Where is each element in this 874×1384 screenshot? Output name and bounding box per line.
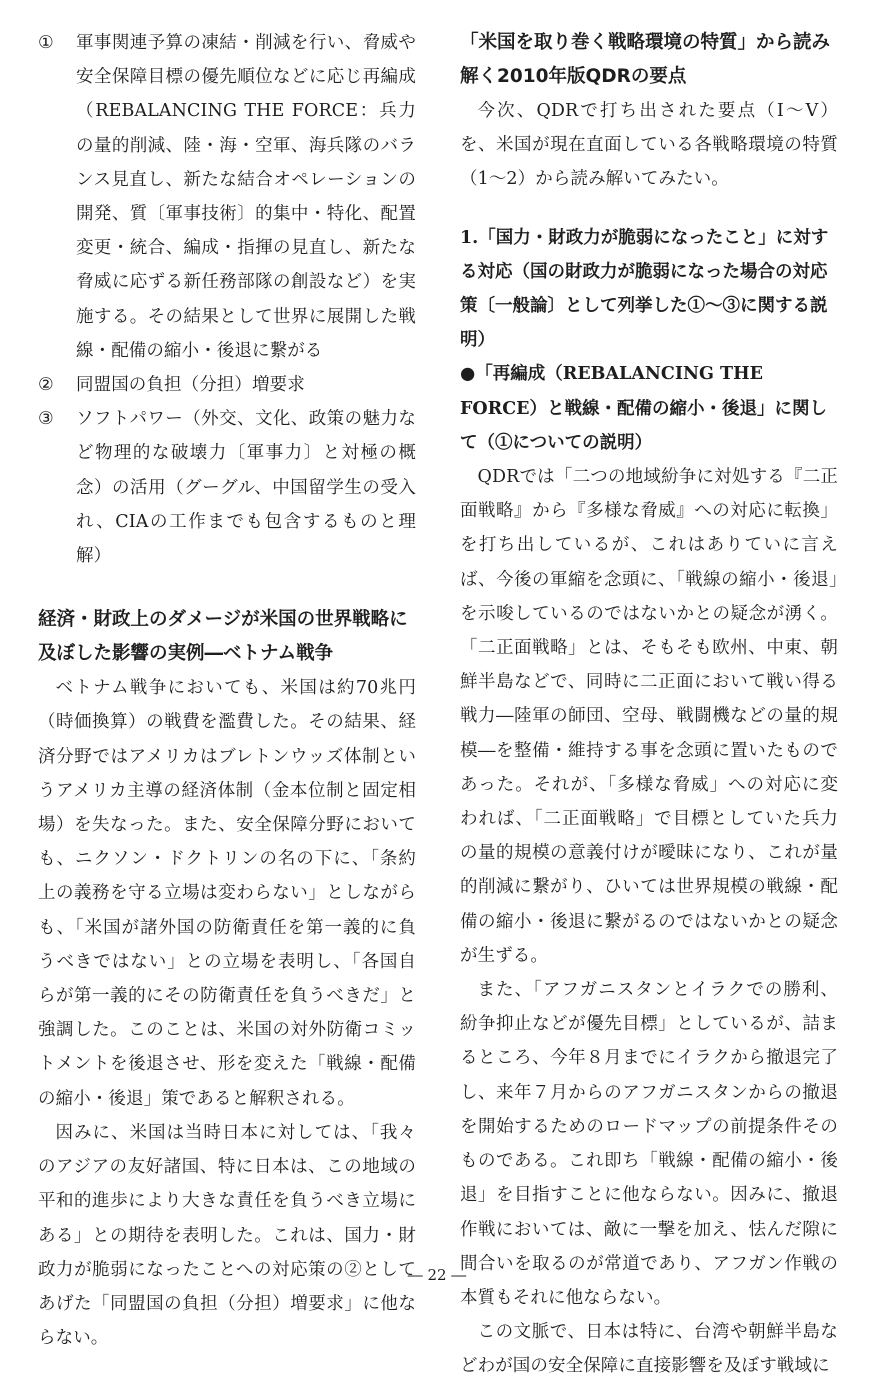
list-item (38, 402, 416, 573)
left-column (38, 26, 416, 1355)
body-paragraph: また、「アフガニスタンとイラクでの勝利、紛争抑止などが優先目標」としているが、詰まるところ、今年８月までにイラクから撤退完了し、来年７月からのアフガニスタンからの撤退を開始するためのロードマップの前提条件そのものである。これ即ち「戦線・配備の縮小・後退」を目指すことに他ならない。因みに、撤退作戦においては、敵に一撃を加え、怯んだ隙に間合いを取るのが常道であり、アフガン作戦の本質もそれに他ならない。 (460, 980, 838, 1308)
list-item-text: 同盟国の負担（分担）増要求 (76, 375, 305, 396)
body-paragraph: この文脈で、日本は特に、台湾や朝鮮半島などわが国の安全保障に直接影響を及ぼす戦域に (460, 1322, 838, 1377)
section-heading: 「米国を取り巻く戦略環境の特質」から読み解く2010年版QDRの要点 (460, 32, 831, 87)
list-item (38, 368, 416, 402)
bullet-heading: ●「再編成（REBALANCING THE FORCE）と戦線・配備の縮小・後退」に関して（①についての説明） (460, 364, 827, 453)
list-marker: ② (38, 375, 54, 396)
intro-paragraph: 今次、QDRで打ち出された要点（Ⅰ～Ⅴ）を、米国が現在直面している各戦略環境の特質（1～2）から読み解いてみたい。 (460, 101, 838, 190)
section-heading: 経済・財政上のダメージが米国の世界戦略に及ぼした影響の実例―ベトナム戦争 (38, 609, 408, 665)
list-item-text: ソフトパワー（外交、文化、政策の魅力など物理的な破壊力〔軍事力〕と対極の概念）の活用（グーグル、中国留学生の受入れ、CIAの工作までも包含するものと理解） (76, 409, 416, 567)
sub-heading: 1.「国力・財政力が脆弱になったこと」に対する対応（国の財政力が脆弱になった場合の対応策〔一般論〕として列挙した①～③に関する説明） (460, 227, 829, 351)
list-item-text: 軍事関連予算の凍結・削減を行い、脅威や安全保障目標の優先順位などに応じ再編成（REBALANCING THE FORCE：兵力の量的削減、陸・海・空軍、海兵隊のバランス見直し、新たな結合オペレーションの開発、質〔軍事技術〕的集中・特化、配置変更・統合、編成・指揮の見直し、新たな脅威に応ずる新任務部隊の創設など）を実施する。その結果として世界に展開した戦線・配備の縮小・後退に繋がる (76, 33, 416, 361)
list-marker: ① (38, 33, 54, 53)
right-column (460, 26, 838, 1384)
body-paragraph: 因みに、米国は当時日本に対しては、「我々のアジアの友好諸国、特に日本は、この地域の平和的進歩により大きな責任を負うべき立場にある」との期待を表明した。これは、国力・財政力が脆弱になったことへの対応策の②としてあげた「同盟国の負担（分担）増要求」に他ならない。 (38, 1122, 416, 1349)
list-marker: ③ (38, 409, 54, 430)
body-paragraph: ベトナム戦争においても、米国は約70兆円（時価換算）の戦費を濫費した。その結果、経済分野ではアメリカはブレトンウッズ体制というアメリカ主導の経済体制（金本位制と固定相場）を失なった。また、安全保障分野においても、ニクソン・ドクトリンの名の下に、「条約上の義務を守る立場は変わらない」としながらも、「米国が諸外国の防衛責任を第一義的に負うべきではない」との立場を表明し、「各国自らが第一義的にその防衛責任を負うべきだ」と強調した。このことは、米国の対外防衛コミットメントを後退させ、形を変えた「戦線・配備の縮小・後退」策であると解釈される。 (38, 678, 416, 1109)
page-number: ― 22 ― (407, 1266, 467, 1284)
list-item (38, 26, 416, 368)
body-paragraph: QDRでは「二つの地域紛争に対処する『二正面戦略』から『多様な脅威』への対応に転換」を打ち出しているが、これはありていに言えば、今後の軍縮を念頭に、「戦線の縮小・後退」を示唆しているのではないかとの疑念が湧く。「二正面戦略」とは、そもそも欧州、中東、朝鮮半島などで、同時に二正面において戦い得る戦力―陸軍の師団、空母、戦闘機などの量的規模―を整備・維持する事を念頭に置いたものであった。それが、「多様な脅威」への対応に変われば、「二正面戦略」で目標としていた兵力の量的規模の意義付けが曖昧になり、これが量的削減に繋がり、ひいては世界規模の戦線・配備の縮小・後退に繋がるのではないかとの疑念が生ずる。 (460, 467, 838, 966)
